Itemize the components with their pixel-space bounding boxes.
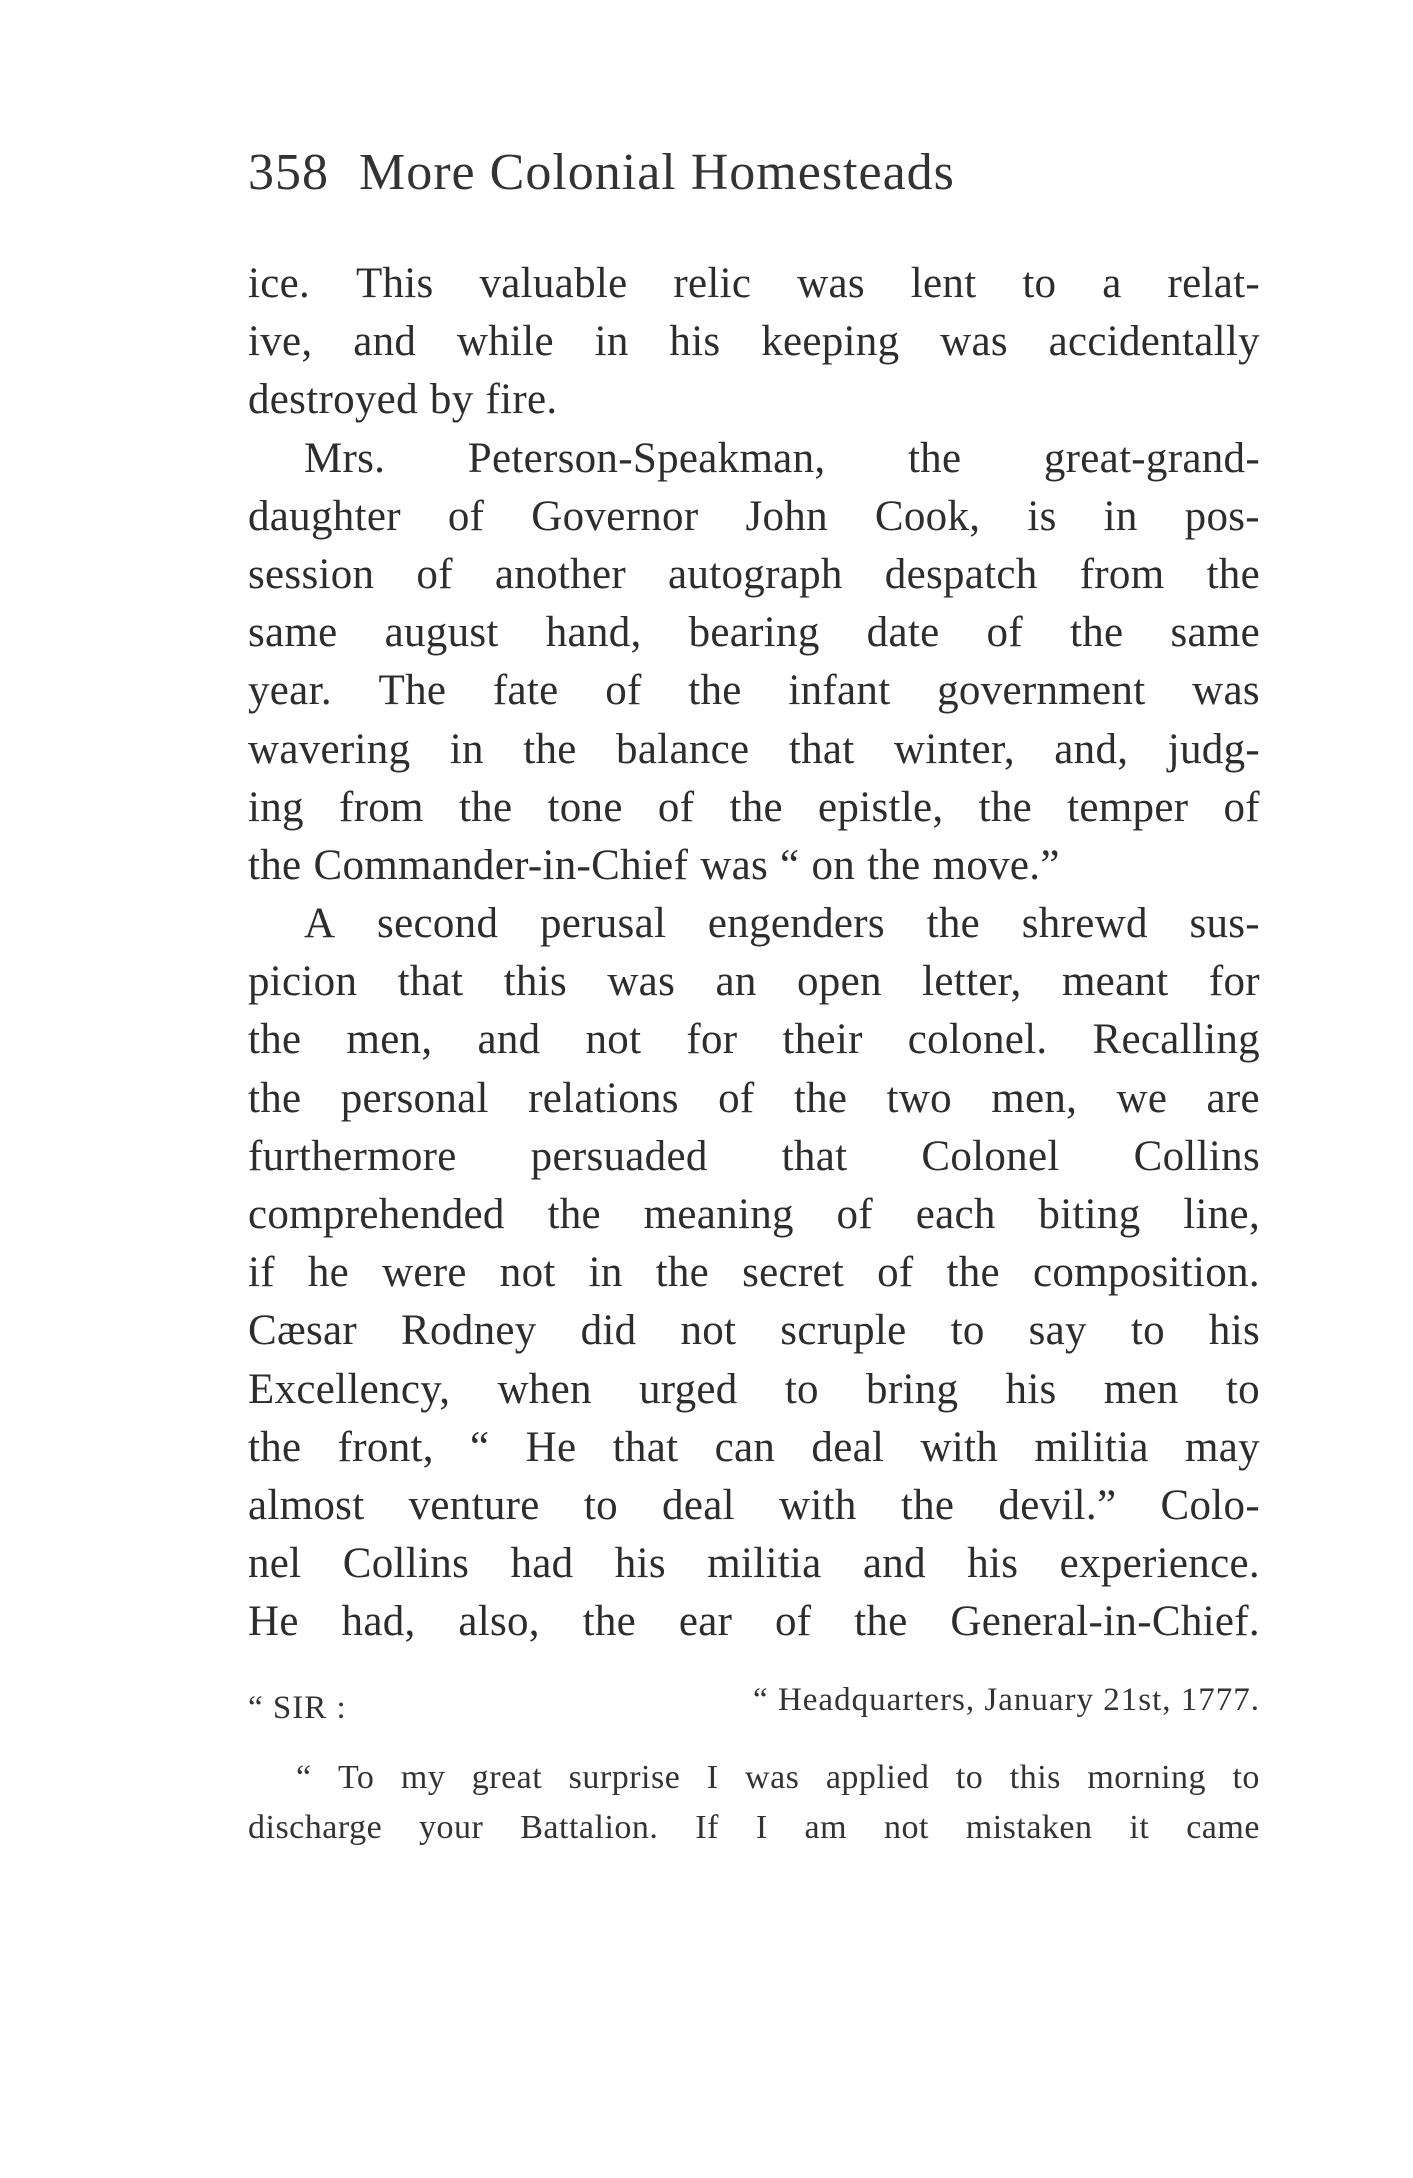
word: another xyxy=(494,550,626,598)
word: to xyxy=(955,1759,984,1796)
word: move.” xyxy=(932,841,1060,889)
word: came xyxy=(1186,1809,1260,1846)
word: daughter xyxy=(248,492,401,540)
word: a xyxy=(1102,260,1122,307)
word: the xyxy=(523,725,577,773)
word: to xyxy=(1130,1307,1165,1355)
word: John xyxy=(745,492,828,540)
word: had, xyxy=(341,1598,416,1646)
text-line xyxy=(248,371,1260,429)
word: with xyxy=(920,1423,999,1471)
word: To xyxy=(338,1759,375,1796)
word: he xyxy=(307,1249,350,1297)
word: General-in-Chief. xyxy=(950,1598,1260,1646)
word: meaning xyxy=(643,1191,794,1238)
word: great-grand- xyxy=(1043,434,1260,482)
word: of xyxy=(416,550,453,598)
word: letter, xyxy=(922,958,1022,1006)
word: your xyxy=(419,1809,484,1846)
word: the xyxy=(547,1191,601,1238)
word: same xyxy=(248,609,338,657)
word: and xyxy=(862,1540,926,1588)
word: not xyxy=(883,1809,929,1846)
word: to xyxy=(1225,1365,1260,1413)
word: engenders xyxy=(707,900,885,948)
text-line xyxy=(248,1302,1260,1360)
word: their xyxy=(782,1016,863,1064)
word: his xyxy=(1208,1307,1260,1355)
text-line xyxy=(248,313,1260,371)
word: Collins xyxy=(1133,1132,1260,1180)
word: front, xyxy=(337,1423,434,1471)
word: each xyxy=(915,1191,996,1238)
text-line xyxy=(248,1244,1260,1302)
page-number: 358 xyxy=(248,144,329,201)
word: valuable xyxy=(479,260,628,307)
word: composition. xyxy=(1032,1249,1260,1297)
text-line xyxy=(248,1535,1260,1593)
word: the xyxy=(946,1249,1000,1297)
word: his xyxy=(1005,1365,1057,1413)
word: session xyxy=(248,550,375,598)
word: men xyxy=(1103,1365,1179,1413)
word: from xyxy=(339,783,424,831)
word: the xyxy=(655,1249,710,1297)
word: deal xyxy=(662,1481,735,1529)
word: ing xyxy=(248,783,304,831)
running-head xyxy=(248,138,1260,208)
word: mistaken xyxy=(965,1809,1093,1846)
word: this xyxy=(1009,1759,1061,1796)
word: Peterson-Speakman, xyxy=(467,434,826,482)
word: ive, xyxy=(248,318,313,366)
word: Colonel xyxy=(921,1132,1060,1180)
word: “ xyxy=(780,841,800,889)
word: tone xyxy=(547,783,623,831)
quoted-letter xyxy=(248,1675,1260,1853)
word: while xyxy=(456,318,554,366)
word: hand, xyxy=(545,609,642,657)
text-line xyxy=(248,546,1260,604)
word: deal xyxy=(811,1423,885,1471)
word: epistle, xyxy=(818,783,944,831)
word: scruple xyxy=(780,1307,907,1355)
text-line xyxy=(248,1128,1260,1186)
word: in xyxy=(449,725,484,773)
word: the xyxy=(978,783,1033,831)
word: the xyxy=(900,1481,955,1529)
word: This xyxy=(355,260,434,307)
word: Governor xyxy=(531,492,699,540)
word: judg- xyxy=(1167,725,1260,773)
word: is xyxy=(1027,492,1057,540)
word: government xyxy=(937,667,1146,715)
word: He xyxy=(248,1598,299,1646)
word: A xyxy=(304,900,336,948)
word: by xyxy=(429,376,474,424)
word: to xyxy=(1232,1759,1260,1796)
word: “ xyxy=(296,1759,312,1796)
word: was xyxy=(745,1759,800,1796)
word: colonel. xyxy=(907,1016,1048,1064)
word: shrewd xyxy=(1021,900,1148,948)
word: lent xyxy=(910,260,977,307)
word: militia xyxy=(707,1540,822,1588)
text-line xyxy=(248,1593,1260,1651)
text-line xyxy=(248,1011,1260,1069)
word: Mrs. xyxy=(304,434,386,482)
word: persuaded xyxy=(530,1132,708,1180)
word: when xyxy=(497,1365,592,1413)
word: that xyxy=(781,1132,848,1180)
word: Commander-in-Chief xyxy=(313,841,689,889)
word: Battalion. xyxy=(520,1809,659,1846)
word: and xyxy=(477,1016,541,1064)
word: we xyxy=(1116,1074,1168,1122)
word: picion xyxy=(248,958,358,1006)
word: of xyxy=(657,783,695,831)
text-line xyxy=(248,430,1260,488)
word: to xyxy=(950,1307,985,1355)
word: to xyxy=(1022,260,1057,307)
word: can xyxy=(714,1423,776,1471)
word: was xyxy=(607,958,676,1006)
word: biting xyxy=(1038,1191,1141,1238)
text-line xyxy=(248,1477,1260,1535)
word: was xyxy=(797,260,865,307)
word: applied xyxy=(825,1759,930,1796)
word: pos- xyxy=(1184,492,1260,540)
word: his xyxy=(614,1540,666,1588)
word: keeping xyxy=(761,318,900,366)
word: the xyxy=(458,783,513,831)
word: may xyxy=(1184,1423,1260,1471)
word: discharge xyxy=(248,1809,383,1846)
word: despatch xyxy=(884,550,1038,598)
word: the xyxy=(867,841,921,889)
word: experience. xyxy=(1059,1540,1260,1588)
letter-line xyxy=(248,1803,1260,1853)
word: the xyxy=(854,1598,908,1646)
word: ear xyxy=(678,1598,733,1646)
word: the xyxy=(793,1074,848,1122)
word: balance xyxy=(616,725,750,773)
word: this xyxy=(503,958,567,1006)
word: in xyxy=(588,1249,623,1297)
word: winter, xyxy=(893,725,1015,773)
word: the xyxy=(1206,550,1260,598)
word: from xyxy=(1079,550,1165,598)
word: the xyxy=(248,1016,302,1064)
word: devil.” xyxy=(998,1481,1117,1529)
word: I xyxy=(706,1759,719,1796)
word: Colo- xyxy=(1160,1481,1260,1529)
word: the xyxy=(1069,609,1124,657)
word: of xyxy=(447,492,485,540)
word: it xyxy=(1129,1809,1150,1846)
word: infant xyxy=(788,667,891,715)
word: his xyxy=(669,318,721,366)
word: not xyxy=(680,1307,737,1355)
word: the xyxy=(926,900,981,948)
word: The xyxy=(378,667,447,715)
text-line xyxy=(248,779,1260,837)
word: wavering xyxy=(248,725,411,773)
word: the xyxy=(582,1598,637,1646)
running-title: More Colonial Homesteads xyxy=(359,144,955,201)
word: also, xyxy=(458,1598,540,1646)
word: autograph xyxy=(668,550,843,598)
text-line xyxy=(248,1361,1260,1419)
word: if xyxy=(248,1249,275,1297)
word: fire. xyxy=(485,376,558,424)
word: sus- xyxy=(1189,900,1260,948)
word: Cook, xyxy=(874,492,981,540)
word: two xyxy=(886,1074,952,1122)
word: on xyxy=(811,841,856,889)
word: comprehended xyxy=(248,1191,505,1238)
word: Collins xyxy=(342,1540,470,1588)
word: “ xyxy=(470,1423,490,1471)
word: open xyxy=(796,958,882,1006)
body-text xyxy=(248,255,1260,1652)
word: men, xyxy=(991,1074,1078,1122)
word: line, xyxy=(1183,1191,1260,1238)
word: second xyxy=(377,900,499,948)
letter-line xyxy=(248,1753,1260,1803)
word: in xyxy=(1103,492,1138,540)
text-line xyxy=(248,1419,1260,1477)
text-line xyxy=(248,255,1260,313)
word: secret xyxy=(742,1249,845,1297)
word: He xyxy=(525,1423,577,1471)
word: destroyed xyxy=(248,376,418,424)
word: year. xyxy=(248,667,332,715)
word: personal xyxy=(340,1074,489,1122)
word: Rodney xyxy=(401,1307,537,1355)
word: of xyxy=(877,1249,914,1297)
word: to xyxy=(784,1365,819,1413)
word: and, xyxy=(1054,725,1129,773)
word: bearing xyxy=(688,609,820,657)
word: Recalling xyxy=(1092,1016,1260,1064)
text-line xyxy=(248,953,1260,1011)
word: ice. xyxy=(248,260,311,307)
word: Excellency, xyxy=(248,1365,451,1413)
word: that xyxy=(788,725,855,773)
word: furthermore xyxy=(248,1132,457,1180)
word: urged xyxy=(638,1365,738,1413)
word: men, xyxy=(346,1016,433,1064)
word: of xyxy=(774,1598,812,1646)
word: same xyxy=(1170,609,1260,657)
word: for xyxy=(686,1016,738,1064)
word: perusal xyxy=(539,900,667,948)
word: meant xyxy=(1061,958,1169,1006)
word: Cæsar xyxy=(248,1307,357,1355)
word: If xyxy=(695,1809,719,1846)
word: did xyxy=(580,1307,637,1355)
word: temper xyxy=(1067,783,1189,831)
text-line xyxy=(248,488,1260,546)
word: an xyxy=(715,958,757,1006)
word: are xyxy=(1206,1074,1260,1122)
word: the xyxy=(248,841,302,889)
word: in xyxy=(594,318,629,366)
word: his xyxy=(967,1540,1019,1588)
word: with xyxy=(779,1481,857,1529)
text-line xyxy=(248,662,1260,720)
word: for xyxy=(1208,958,1260,1006)
word: morning xyxy=(1087,1759,1207,1796)
word: of xyxy=(836,1191,873,1238)
word: was xyxy=(1192,667,1260,715)
word: had xyxy=(510,1540,574,1588)
word: august xyxy=(384,609,499,657)
word: relations xyxy=(528,1074,679,1122)
word: to xyxy=(583,1481,618,1529)
word: were xyxy=(382,1249,467,1297)
word: my xyxy=(400,1759,446,1796)
word: relic xyxy=(673,260,752,307)
word: the xyxy=(248,1423,302,1471)
word: militia xyxy=(1034,1423,1149,1471)
letter-heading xyxy=(248,1675,1260,1725)
word: the xyxy=(729,783,783,831)
word: am xyxy=(804,1809,848,1846)
word: of xyxy=(605,667,642,715)
word: relat- xyxy=(1167,260,1260,307)
text-line xyxy=(248,1186,1260,1244)
word: was xyxy=(700,841,769,889)
letter-body xyxy=(248,1753,1260,1853)
word: not xyxy=(499,1249,556,1297)
word: of xyxy=(1223,783,1260,831)
word: that xyxy=(612,1423,679,1471)
text-line xyxy=(248,895,1260,953)
word: I xyxy=(755,1809,768,1846)
word: of xyxy=(718,1074,755,1122)
letter-salutation: “ SIR : xyxy=(248,1690,347,1726)
word: the xyxy=(688,667,742,715)
text-line xyxy=(248,604,1260,662)
word: great xyxy=(471,1759,543,1796)
letter-dateline: “ Headquarters, January 21st, 1777. xyxy=(753,1682,1260,1718)
word: say xyxy=(1028,1307,1087,1355)
word: and xyxy=(353,318,417,366)
word: date xyxy=(866,609,940,657)
text-line xyxy=(248,721,1260,779)
word: nel xyxy=(248,1540,302,1588)
word: almost xyxy=(248,1481,365,1529)
word: bring xyxy=(866,1365,959,1413)
text-line xyxy=(248,1070,1260,1128)
word: that xyxy=(397,958,464,1006)
word: the xyxy=(248,1074,302,1122)
word: accidentally xyxy=(1048,318,1260,366)
word: not xyxy=(585,1016,642,1064)
word: of xyxy=(986,609,1023,657)
word: was xyxy=(940,318,1008,366)
word: fate xyxy=(492,667,559,715)
text-line xyxy=(248,837,1260,895)
word: the xyxy=(907,434,962,482)
word: surprise xyxy=(568,1759,681,1796)
word: venture xyxy=(408,1481,540,1529)
